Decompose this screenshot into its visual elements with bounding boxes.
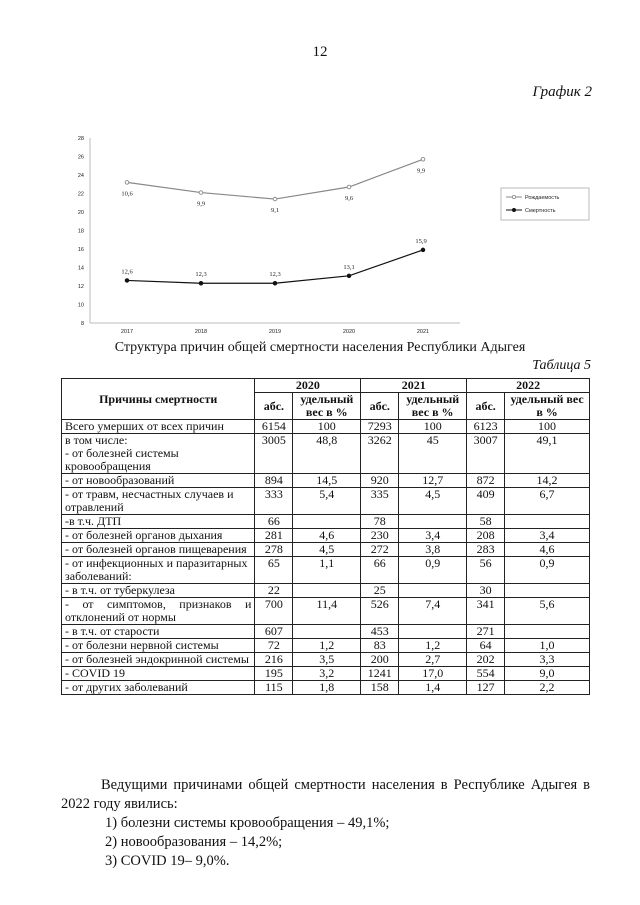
cause-cell: - от болезней органов дыхания: [62, 529, 255, 543]
table-row: [62, 434, 590, 474]
conclusion-paragraph: [61, 776, 590, 871]
abs-cell: 1241: [361, 667, 399, 681]
cause-cell: - от травм, несчастных случаев и отравлений: [62, 488, 255, 515]
cause-cell: - от болезней органов пищеварения: [62, 543, 255, 557]
abs-cell: 7293: [361, 420, 399, 434]
share-cell: 17,0: [399, 667, 467, 681]
abs-cell: 894: [255, 474, 293, 488]
abs-cell: 195: [255, 667, 293, 681]
table-row: [62, 625, 590, 639]
chart-title: Структура причин общей смертности населения Республики Адыгея: [114, 340, 526, 355]
data-point: [125, 181, 129, 185]
share-cell: 2,7: [399, 653, 467, 667]
abs-cell: 607: [255, 625, 293, 639]
cause-cell: Всего умерших от всех причин: [62, 420, 255, 434]
table-row: [62, 474, 590, 488]
share-cell: [505, 625, 590, 639]
data-label: 15,9: [415, 237, 427, 245]
abs-cell: 208: [467, 529, 505, 543]
data-point: [125, 279, 129, 283]
cause-cell: - в т.ч. от туберкулеза: [62, 584, 255, 598]
share-cell: 48,8: [293, 434, 361, 474]
cause-cell: - COVID 19: [62, 667, 255, 681]
x-tick-label: 2019: [268, 329, 282, 335]
abs-cell: 920: [361, 474, 399, 488]
share-cell: 0,9: [505, 557, 590, 584]
data-label: 12,3: [195, 271, 207, 279]
y-tick-label: 12: [77, 284, 84, 290]
abs-cell: 58: [467, 515, 505, 529]
abs-cell: 271: [467, 625, 505, 639]
share-cell: [399, 515, 467, 529]
data-label: 9,9: [196, 200, 206, 208]
abs-cell: 409: [467, 488, 505, 515]
share-cell: 14,2: [505, 474, 590, 488]
x-tick-label: 2021: [416, 329, 430, 335]
legend-label: Смертность: [525, 208, 556, 214]
cause-cell: - от симптомов, признаков и отклонений от нормы: [62, 598, 255, 625]
abs-cell: 872: [467, 474, 505, 488]
abs-cell: 278: [255, 543, 293, 557]
abs-cell: 283: [467, 543, 505, 557]
share-cell: 49,1: [505, 434, 590, 474]
table-row: [62, 543, 590, 557]
header-cause: Причины смертности: [62, 379, 255, 420]
y-tick-label: 8: [80, 321, 84, 327]
abs-cell: 66: [361, 557, 399, 584]
abs-cell: 200: [361, 653, 399, 667]
share-cell: 2,2: [505, 681, 590, 695]
share-cell: 1,1: [293, 557, 361, 584]
data-label: 10,6: [121, 190, 133, 198]
header-share: удельный вес в %: [293, 393, 361, 420]
header-share: удельный вес в %: [399, 393, 467, 420]
abs-cell: 158: [361, 681, 399, 695]
x-tick-label: 2020: [342, 329, 356, 335]
share-cell: 4,5: [399, 488, 467, 515]
abs-cell: 230: [361, 529, 399, 543]
cause-cell: - в т.ч. от старости: [62, 625, 255, 639]
share-cell: 9,0: [505, 667, 590, 681]
table-row: [62, 598, 590, 625]
header-year: 2020: [255, 379, 361, 393]
data-label: 9,1: [270, 207, 280, 215]
cause-cell: - от других заболеваний: [62, 681, 255, 695]
share-cell: 3,8: [399, 543, 467, 557]
abs-cell: 281: [255, 529, 293, 543]
data-point: [199, 191, 203, 195]
share-cell: 6,7: [505, 488, 590, 515]
abs-cell: 6123: [467, 420, 505, 434]
abs-cell: 22: [255, 584, 293, 598]
share-cell: [505, 584, 590, 598]
data-label: 12,6: [121, 268, 133, 276]
header-year: 2021: [361, 379, 467, 393]
conclusion-item: 1) болезни системы кровообращения – 49,1%;: [105, 815, 390, 831]
legend-box: [501, 188, 589, 220]
share-cell: 100: [293, 420, 361, 434]
data-point: [273, 281, 277, 285]
abs-cell: 453: [361, 625, 399, 639]
share-cell: 4,6: [505, 543, 590, 557]
cause-cell: - от инфекционных и паразитарных заболеваний:: [62, 557, 255, 584]
share-cell: 1,8: [293, 681, 361, 695]
share-cell: 14,5: [293, 474, 361, 488]
x-tick-label: 2018: [194, 329, 208, 335]
share-cell: [293, 584, 361, 598]
header-abs: абс.: [361, 393, 399, 420]
legend-marker: [512, 195, 515, 198]
abs-cell: 554: [467, 667, 505, 681]
share-cell: 4,5: [293, 543, 361, 557]
abs-cell: 72: [255, 639, 293, 653]
abs-cell: 700: [255, 598, 293, 625]
share-cell: 7,4: [399, 598, 467, 625]
share-cell: 1,0: [505, 639, 590, 653]
share-cell: 1,2: [293, 639, 361, 653]
data-label: 13,1: [343, 263, 355, 271]
abs-cell: 3007: [467, 434, 505, 474]
cause-cell: в том числе: - от болезней системы кровообращения: [62, 434, 255, 474]
share-cell: 1,4: [399, 681, 467, 695]
data-point: [347, 274, 351, 278]
table-label: Таблица 5: [532, 358, 591, 373]
cause-cell: - от болезни нервной системы: [62, 639, 255, 653]
conclusion-lead: Ведущими причинами общей смертности населения в Республике Адыгея в 2022 году явились:: [61, 777, 590, 812]
share-cell: 5,4: [293, 488, 361, 515]
abs-cell: 341: [467, 598, 505, 625]
cause-cell: -в т.ч. ДТП: [62, 515, 255, 529]
y-tick-label: 24: [77, 173, 84, 179]
share-cell: 100: [399, 420, 467, 434]
header-abs: абс.: [255, 393, 293, 420]
table-row: [62, 653, 590, 667]
share-cell: 12,7: [399, 474, 467, 488]
table-row: [62, 488, 590, 515]
legend-label: Рождаемость: [525, 195, 560, 201]
share-cell: [293, 515, 361, 529]
cause-cell: - от новообразований: [62, 474, 255, 488]
header-year: 2022: [467, 379, 590, 393]
share-cell: 100: [505, 420, 590, 434]
series-line-0: [127, 159, 426, 199]
y-tick-label: 18: [77, 228, 84, 235]
y-tick-label: 20: [77, 210, 84, 216]
share-cell: [293, 625, 361, 639]
share-cell: [505, 515, 590, 529]
header-abs: абс.: [467, 393, 505, 420]
share-cell: 45: [399, 434, 467, 474]
share-cell: 3,4: [505, 529, 590, 543]
table-row: [62, 420, 590, 434]
table-row: [62, 529, 590, 543]
share-cell: 5,6: [505, 598, 590, 625]
abs-cell: 202: [467, 653, 505, 667]
conclusion-item: 3) COVID 19– 9,0%.: [105, 853, 230, 869]
abs-cell: 78: [361, 515, 399, 529]
header-share: удельный вес в %: [505, 393, 590, 420]
abs-cell: 83: [361, 639, 399, 653]
share-cell: [399, 625, 467, 639]
data-label: 12,3: [269, 271, 281, 279]
share-cell: 1,2: [399, 639, 467, 653]
line-chart: [60, 128, 600, 338]
page-number: 12: [312, 44, 328, 60]
abs-cell: 6154: [255, 420, 293, 434]
abs-cell: 3005: [255, 434, 293, 474]
abs-cell: 25: [361, 584, 399, 598]
conclusion-item: 2) новообразования – 14,2%;: [105, 834, 283, 850]
table-row: [62, 584, 590, 598]
table-row: [62, 639, 590, 653]
share-cell: 3,5: [293, 653, 361, 667]
data-point: [199, 281, 203, 285]
table-row: [62, 681, 590, 695]
abs-cell: 115: [255, 681, 293, 695]
y-tick-label: 28: [77, 136, 84, 142]
legend-marker: [512, 208, 515, 211]
cause-cell: - от болезней эндокринной системы: [62, 653, 255, 667]
abs-cell: 65: [255, 557, 293, 584]
table-row: [62, 557, 590, 584]
abs-cell: 66: [255, 515, 293, 529]
abs-cell: 64: [467, 639, 505, 653]
abs-cell: 526: [361, 598, 399, 625]
abs-cell: 30: [467, 584, 505, 598]
data-point: [421, 157, 425, 161]
y-tick-label: 10: [77, 302, 84, 309]
abs-cell: 333: [255, 488, 293, 515]
y-tick-label: 26: [77, 154, 84, 161]
abs-cell: 216: [255, 653, 293, 667]
data-point: [421, 248, 425, 252]
graph-label: График 2: [532, 84, 592, 100]
data-label: 9,9: [416, 167, 426, 175]
y-tick-label: 22: [77, 191, 84, 198]
data-point: [273, 197, 277, 201]
share-cell: [399, 584, 467, 598]
table-row: [62, 515, 590, 529]
y-tick-label: 14: [77, 265, 84, 272]
share-cell: 3,4: [399, 529, 467, 543]
abs-cell: 3262: [361, 434, 399, 474]
x-tick-label: 2017: [120, 329, 134, 335]
abs-cell: 127: [467, 681, 505, 695]
data-label: 9,6: [344, 195, 354, 203]
y-tick-label: 16: [77, 247, 84, 253]
share-cell: 3,2: [293, 667, 361, 681]
abs-cell: 335: [361, 488, 399, 515]
table-row: [62, 667, 590, 681]
abs-cell: 272: [361, 543, 399, 557]
share-cell: 0,9: [399, 557, 467, 584]
abs-cell: 56: [467, 557, 505, 584]
data-point: [347, 185, 351, 189]
share-cell: 4,6: [293, 529, 361, 543]
share-cell: 3,3: [505, 653, 590, 667]
mortality-table: [61, 378, 590, 695]
share-cell: 11,4: [293, 598, 361, 625]
